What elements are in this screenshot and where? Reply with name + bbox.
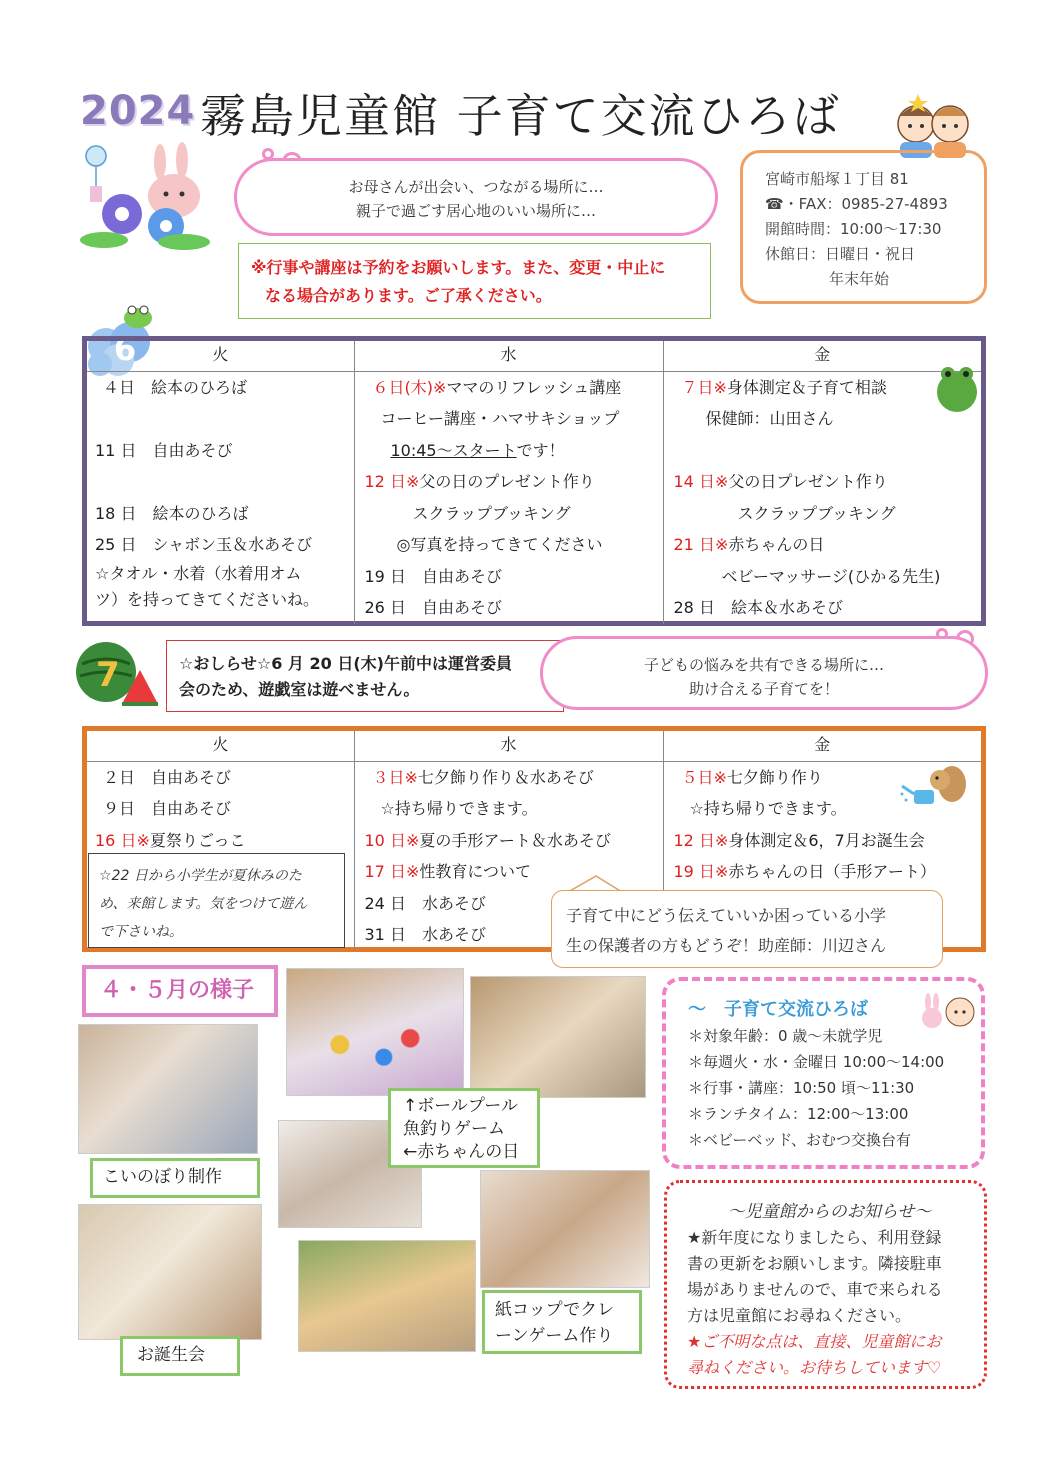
caption-koinobori: こいのぼり制作 — [90, 1158, 260, 1198]
info-tel: ☎・FAX：0985-27-4893 — [765, 195, 948, 213]
event-text: 赤ちゃんの日（手形アート） — [728, 862, 936, 881]
event-text: 夏の手形アート＆水あそび — [419, 830, 611, 850]
event-line: 19 日 自由あそび — [364, 566, 502, 586]
event-date: ３日※ — [372, 767, 418, 787]
event-line: ベビーマッサージ(ひかる先生) — [673, 566, 941, 586]
event-line — [674, 825, 982, 857]
event-line: ４日 絵本のひろば — [103, 377, 248, 397]
event-line: 18 日 絵本のひろば — [95, 503, 249, 523]
event-line — [365, 762, 663, 794]
photo-crane-game — [480, 1170, 650, 1288]
event-line — [95, 403, 354, 435]
cloud-mid-line2: 助け合える子育てを！ — [688, 680, 839, 698]
hiroba-item: ＊行事・講座：10:50 頃～11:30 — [688, 1079, 915, 1097]
event-line: ☆持ち帰りできます。 — [364, 799, 538, 818]
event-text: 身体測定＆子育て相談 — [726, 377, 887, 397]
event-line — [95, 466, 354, 498]
summer-vacation-note — [88, 853, 345, 948]
event-line: ◎写真を持ってきてください — [364, 535, 603, 554]
event-text: 夏祭りごっこ — [149, 830, 246, 850]
event-text: 父の日のプレゼント作り — [419, 472, 595, 491]
sex-education-speech-bubble — [551, 890, 943, 968]
baby-bunny-illustration — [918, 990, 980, 1034]
year-heading: 2024 — [80, 88, 196, 134]
event-line: ☆タオル・水着（水着用オム — [95, 563, 302, 583]
info-closed2: 年末年始 — [829, 270, 890, 288]
contact-info-box — [740, 150, 987, 304]
event-date: 10 日※ — [364, 830, 420, 850]
header-wed: 水 — [354, 731, 663, 761]
section-title-april-may: ４・５月の様子 — [82, 965, 278, 1017]
event-line — [365, 466, 663, 498]
event-text: 七夕飾り作り＆水あそび — [417, 767, 594, 787]
announcement-line: 場がありませんので、車で来られる — [687, 1280, 943, 1299]
event-line: 26 日 自由あそび — [364, 598, 502, 617]
event-text: ママのリフレッシュ講座 — [446, 377, 622, 397]
july-watermelon-badge — [72, 634, 162, 708]
caption-crane-line2: ーンゲーム作り — [495, 1326, 614, 1346]
event-text: 七夕飾り作り — [726, 767, 823, 787]
caption-ball-pool — [388, 1088, 540, 1168]
caption-ball-line3: ←赤ちゃんの日 — [403, 1142, 520, 1162]
announcement-red-line: ★ご不明な点は、直接、児童館にお — [687, 1332, 942, 1351]
header-tue: 火 — [87, 341, 354, 371]
event-line: ９日 自由あそび — [103, 799, 232, 818]
event-line: ツ）を持ってきてくださいね。 — [95, 589, 320, 609]
event-line: スクラップブッキング — [364, 503, 571, 523]
info-hours: 開館時間：10:00～17:30 — [765, 220, 942, 238]
cloud-top-line2: 親子で過ごす居心地のいい場所に… — [355, 202, 596, 220]
event-text: 性教育について — [419, 862, 532, 881]
event-line: ２日 自由あそび — [103, 767, 232, 787]
june-calendar — [82, 336, 986, 626]
event-date: 19 日※ — [673, 862, 729, 881]
june-table — [87, 341, 981, 624]
info-address: 宮崎市船塚１丁目 81 — [765, 170, 909, 188]
announcement-title: ～児童館からのお知らせ～ — [727, 1202, 932, 1222]
june-header-row — [87, 341, 981, 371]
hiroba-item: ＊ランチタイム：12:00～13:00 — [688, 1105, 909, 1123]
header-wed: 水 — [354, 341, 663, 371]
event-text: 赤ちゃんの日 — [728, 535, 825, 554]
photo-fishing-game — [470, 976, 646, 1098]
page-title: 霧島児童館 子育て交流ひろば — [200, 89, 841, 143]
frog-illustration — [934, 362, 980, 414]
cloud-mid-line1: 子どもの悩みを共有できる場所に… — [643, 656, 884, 674]
caption-crane — [482, 1290, 642, 1354]
caption-birthday: お誕生会 — [120, 1336, 240, 1376]
event-date: 12 日※ — [364, 472, 420, 491]
notice-line2: なる場合があります。ご了承ください。 — [265, 286, 552, 305]
message-cloud-top — [234, 158, 718, 236]
event-date: 17 日※ — [364, 862, 420, 881]
photo-group — [298, 1240, 476, 1352]
event-line — [674, 529, 982, 561]
event-time: 10:45～スタート — [390, 440, 517, 460]
childrens-hall-announcement — [664, 1180, 987, 1389]
event-date: 12 日※ — [673, 830, 729, 850]
event-line: コーヒー講座・ハマサキショップ — [364, 409, 620, 428]
squirrel-watering-illustration — [900, 762, 970, 812]
event-line — [674, 856, 982, 888]
hiroba-item: ＊毎週火・水・金曜日 10:00～14:00 — [688, 1053, 945, 1071]
event-text: です！ — [516, 440, 565, 460]
june-tue-column — [87, 371, 354, 624]
event-line: スクラップブッキング — [673, 503, 896, 523]
cloud-top-line1: お母さんが出会い、つながる場所に… — [348, 178, 604, 196]
event-line: 11 日 自由あそび — [95, 440, 233, 460]
osirase-line2: 会のため、遊戯室は遊べません。 — [179, 680, 420, 699]
notice-line1: ※行事や講座は予約をお願いします。また、変更・中止に — [251, 258, 666, 277]
june-badge-number: 6 — [114, 330, 137, 368]
event-text: 身体測定＆6，7月お誕生会 — [728, 830, 925, 850]
osirase-line1: ☆おしらせ☆6 月 20 日(木)午前中は運営委員 — [179, 654, 512, 673]
event-date: 14 日※ — [673, 472, 729, 491]
summer-line3: で下さいね。 — [99, 924, 183, 940]
event-date: 16 日※ — [95, 830, 150, 850]
reservation-notice — [238, 243, 711, 319]
event-line — [365, 825, 663, 857]
event-line: 24 日 水あそび — [364, 893, 486, 913]
event-line — [674, 435, 982, 467]
caption-crane-line1: 紙コップでクレ — [495, 1300, 615, 1320]
hiroba-item: ＊ベビーベッド、おむつ交換台有 — [688, 1131, 912, 1149]
hiroba-title: ～ 子育て交流ひろば — [688, 999, 868, 1020]
event-line — [365, 372, 663, 404]
announcement-line: 方は児童館にお尋ねください。 — [687, 1306, 912, 1325]
bunny-flower-illustration — [74, 140, 224, 252]
message-cloud-mid — [540, 636, 988, 710]
event-date: ６日(木)※ — [372, 377, 447, 397]
hiroba-item: ＊対象年齢：0 歳～未就学児 — [688, 1027, 883, 1045]
photo-ball-pool — [286, 968, 464, 1096]
header-fri: 金 — [663, 731, 981, 761]
speech-line2: 生の保護者の方もどうぞ！助産師：川辺さん — [566, 936, 887, 955]
june-body-row — [87, 371, 981, 624]
event-line — [674, 466, 982, 498]
announcement-line: 書の更新をお願いします。隣接駐車 — [687, 1254, 942, 1273]
event-line — [95, 825, 354, 857]
july-header-row — [87, 731, 981, 761]
event-line: 31 日 水あそび — [364, 925, 486, 944]
header-tue: 火 — [87, 731, 354, 761]
photo-birthday — [78, 1204, 262, 1340]
event-line: 保健師：山田さん — [673, 409, 834, 428]
event-line: 25 日 シャボン玉＆水あそび — [95, 535, 313, 554]
speech-line1: 子育て中にどう伝えていいか困っている小学 — [566, 906, 887, 925]
event-date: 21 日※ — [673, 535, 729, 554]
event-date: ７日※ — [681, 377, 727, 397]
event-date: ５日※ — [681, 767, 727, 787]
event-line: ☆持ち帰りできます。 — [673, 799, 847, 818]
caption-ball-line2: 魚釣りゲーム — [403, 1119, 505, 1139]
closure-notice — [166, 640, 564, 712]
summer-line1: ☆22 日から小学生が夏休みのた — [99, 868, 302, 884]
summer-line2: め、来館します。気をつけて遊ん — [99, 896, 308, 912]
july-badge-number: 7 — [96, 655, 120, 695]
june-wed-column — [354, 371, 663, 624]
event-line — [365, 435, 663, 467]
event-text: 父の日プレゼント作り — [728, 472, 888, 491]
header-fri: 金 — [663, 341, 981, 371]
event-line: 28 日 絵本＆水あそび — [673, 598, 843, 617]
caption-ball-line1: ↑ボールプール — [403, 1096, 519, 1116]
photo-koinobori — [78, 1024, 258, 1154]
info-closed: 休館日：日曜日・祝日 — [765, 245, 916, 263]
announcement-line: ★新年度になりましたら、利用登録 — [687, 1228, 942, 1247]
announcement-red-line: 尋ねください。お待ちしています♡ — [687, 1358, 942, 1377]
